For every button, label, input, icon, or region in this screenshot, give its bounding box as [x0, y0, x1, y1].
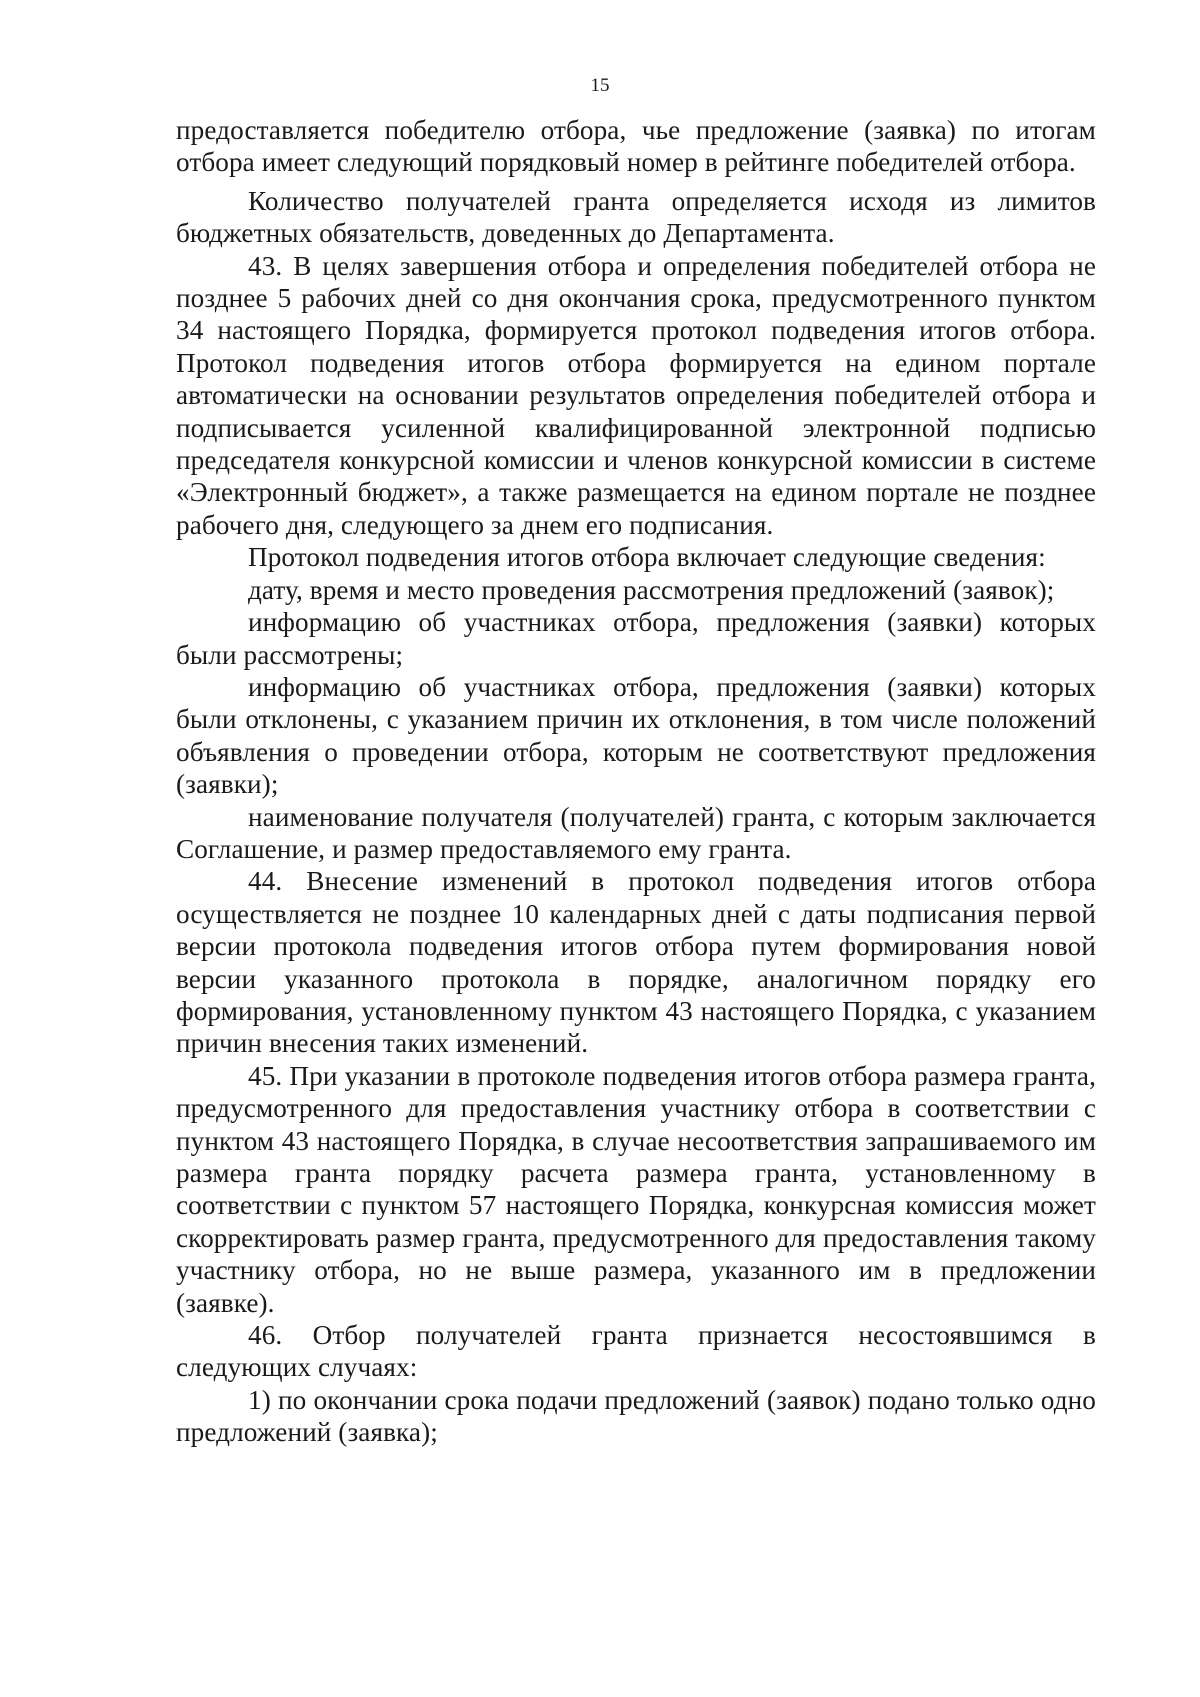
paragraph-46-item-1: 1) по окончании срока подачи предложений (заявок) подано только одно предложений (заявка);: [176, 1384, 1096, 1448]
paragraph-continuation: предоставляется победителю отбора, чье предложение (заявка) по итогам отбора имеет следующий порядковый номер в рейтинге победителей отбора.: [176, 115, 1096, 178]
paragraph-protocol-item-recipient: наименование получателя (получателей) гранта, с которым заключается Соглашение, и размер предоставляемого ему гранта.: [176, 801, 1096, 864]
paragraph-protocol-contents: Протокол подведения итогов отбора включает следующие сведения:: [248, 542, 1046, 573]
paragraph-46: 46. Отбор получателей гранта признается несостоявшимся в следующих случаях:: [176, 1320, 1096, 1383]
paragraph-45: 45. При указании в протоколе подведения итогов отбора размера гранта, предусмотренного для предоставления участнику отбора в соответствии с пунктом 43 настоящего Порядка, в случае несоответствия запрашиваемого им размера гранта порядку расчета размера гранта, установленному в соответствии с пунктом 57 настоящего Порядка, конкурсная комиссия может скорректировать размер гранта, предусмотренного для предоставления такому участнику отбора, но не выше размера, указанного им в предложении (заявке).: [176, 1060, 1096, 1318]
paragraph-protocol-item-reviewed: информацию об участниках отбора, предложения (заявки) которых были рассмотрены;: [176, 607, 1096, 670]
paragraph-protocol-item-date: дату, время и место проведения рассмотрения предложений (заявок);: [248, 574, 1055, 605]
paragraph-44: 44. Внесение изменений в протокол подведения итогов отбора осуществляется не позднее 10 календарных дней с даты подписания первой версии протокола подведения итогов отбора путем формирования новой версии указанного протокола в порядке, аналогичном порядку его формирования, установленному пунктом 43 настоящего Порядка, с указанием причин внесения таких изменений.: [176, 866, 1096, 1059]
paragraph-protocol-item-rejected: информацию об участниках отбора, предложения (заявки) которых были отклонены, с указанием причин их отклонения, в том числе положений объявления о проведении отбора, которым не соответствуют предложения (заявки);: [176, 671, 1096, 800]
page-number: 15: [590, 75, 610, 96]
paragraph-43: 43. В целях завершения отбора и определения победителей отбора не позднее 5 рабочих дней со дня окончания срока, предусмотренного пунктом 34 настоящего Порядка, формируется протокол подведения итогов отбора. Протокол подведения итогов отбора формируется на едином портале автоматически на основании результатов определения победителей отбора и подписывается усиленной квалифицированной электронной подписью председателя конкурсной комиссии и членов конкурсной комиссии в системе «Электронный бюджет», а также размещается на едином портале не позднее рабочего дня, следующего за днем его подписания.: [176, 250, 1096, 540]
document-body: [176, 114, 1096, 1449]
paragraph-grant-recipients-count: Количество получателей гранта определяется исходя из лимитов бюджетных обязательств, доведенных до Департамента.: [176, 185, 1096, 249]
